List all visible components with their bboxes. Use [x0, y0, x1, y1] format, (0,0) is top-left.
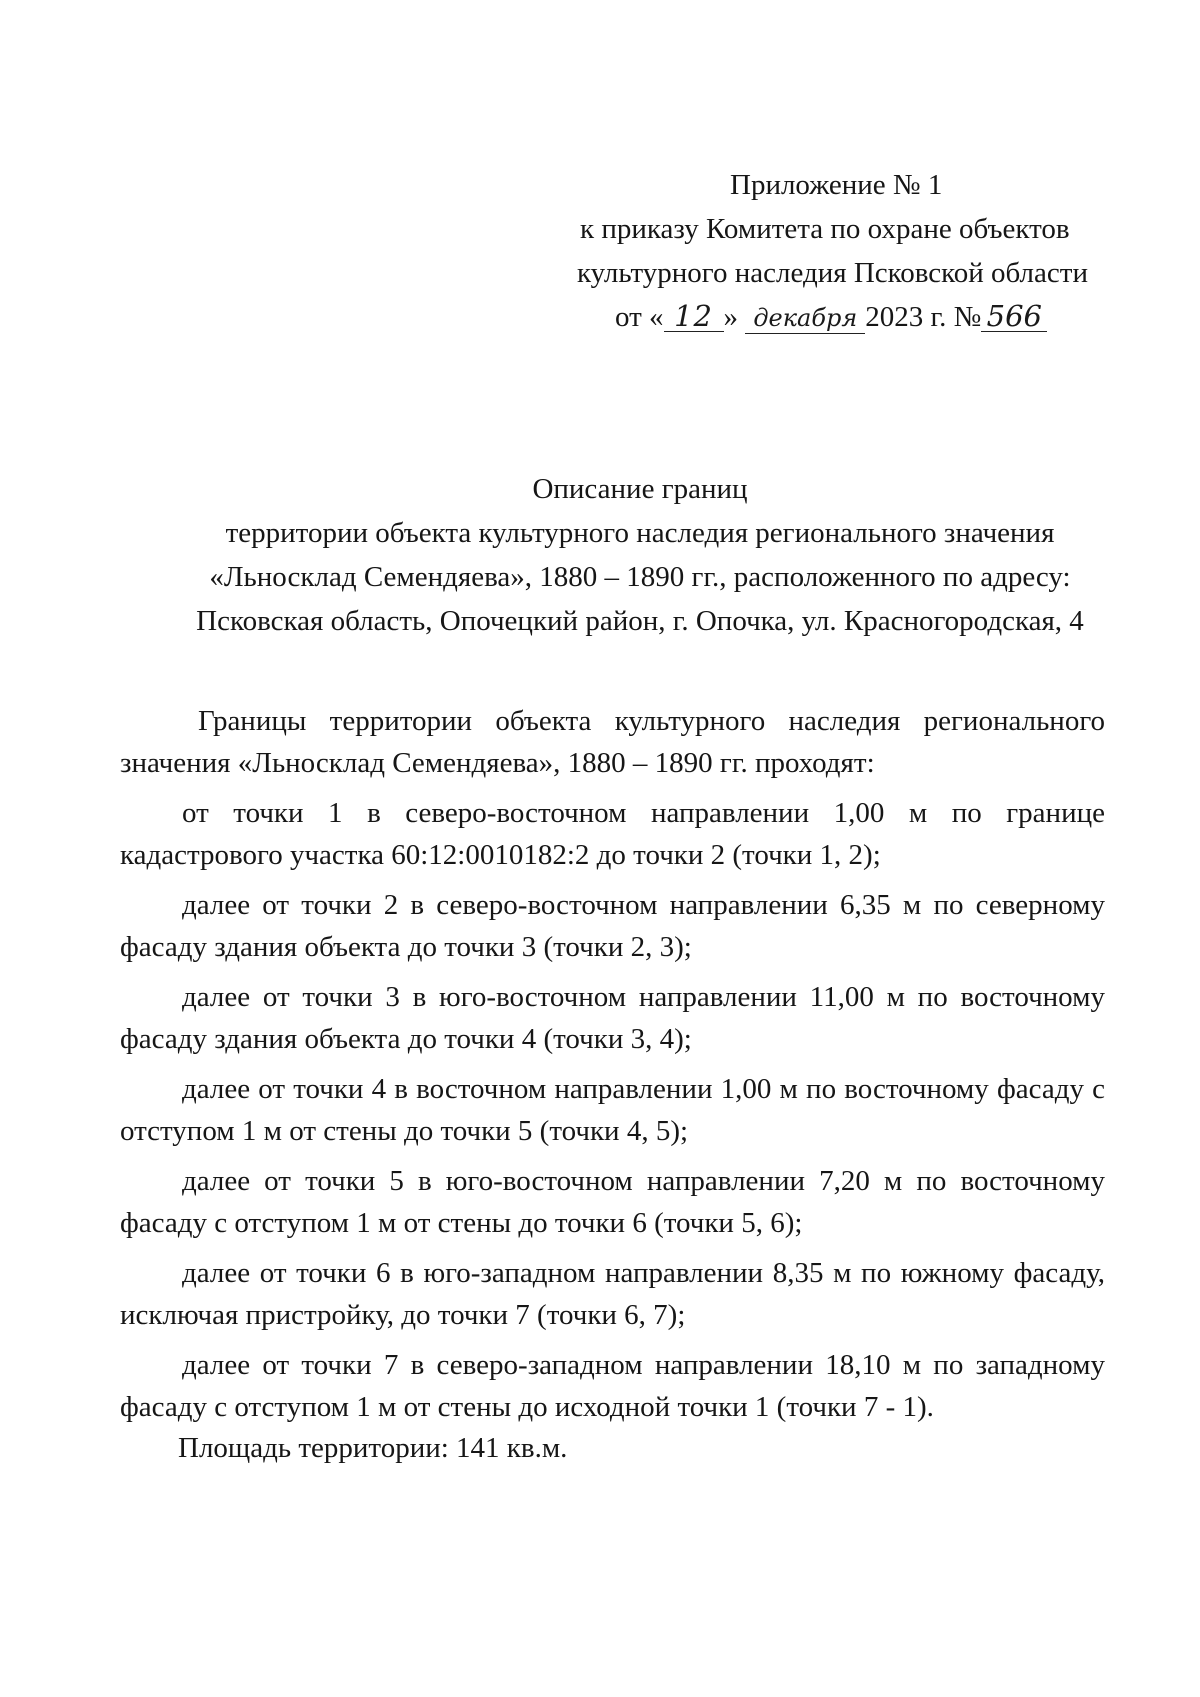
handwritten-month: декабря: [745, 303, 865, 334]
date-mid: »: [723, 301, 739, 333]
appendix-date-line: [560, 295, 1120, 339]
boundary-segment-7: далее от точки 7 в северо-западном направлении 18,10 м по западному фасаду с отступом 1 м от стены до исходной точки 1 (точки 7 - 1).: [120, 1349, 1105, 1423]
title-line-2: территории объекта культурного наследия регионального значения: [225, 517, 1055, 549]
appendix-header: [560, 163, 1120, 339]
title-line-1: Описание границ: [532, 473, 748, 505]
boundary-segment-2: далее от точки 2 в северо-восточном направлении 6,35 м по северному фасаду здания объекта до точки 3 (точки 2, 3);: [120, 889, 1105, 963]
appendix-committee: культурного наследия Псковской области: [577, 257, 1088, 289]
date-year: 2023 г. №: [865, 301, 982, 333]
appendix-order-ref: к приказу Комитета по охране объектов: [580, 213, 1070, 245]
title-line-3: «Льносклад Семендяева», 1880 – 1890 гг., расположенного по адресу:: [209, 561, 1071, 593]
boundary-segment-6: далее от точки 6 в юго-западном направлении 8,35 м по южному фасаду, исключая пристройку, до точки 7 (точки 6, 7);: [120, 1257, 1105, 1331]
handwritten-order-number: 566: [981, 301, 1047, 332]
document-body: [120, 700, 1105, 1436]
boundary-segment-5: далее от точки 5 в юго-восточном направлении 7,20 м по восточному фасаду с отступом 1 м от стены до точки 6 (точки 5, 6);: [120, 1165, 1105, 1239]
document-title: [120, 467, 1160, 643]
boundary-segment-3: далее от точки 3 в юго-восточном направлении 11,00 м по восточному фасаду здания объекта до точки 4 (точки 3, 4);: [120, 981, 1105, 1055]
title-line-4: Псковская область, Опочецкий район, г. Опочка, ул. Красногородская, 4: [196, 605, 1084, 637]
appendix-title: Приложение № 1: [730, 169, 943, 201]
territory-area: Площадь территории: 141 кв.м.: [178, 1432, 568, 1464]
handwritten-day: 12: [664, 301, 724, 332]
body-intro: Границы территории объекта культурного наследия регионального значения «Льносклад Семендяева», 1880 – 1890 гг. проходят:: [120, 705, 1105, 779]
boundary-segment-4: далее от точки 4 в восточном направлении 1,00 м по восточному фасаду с отступом 1 м от стены до точки 5 (точки 4, 5);: [120, 1073, 1105, 1147]
date-prefix: от «: [615, 301, 664, 333]
boundary-segment-1: от точки 1 в северо-восточном направлении 1,00 м по границе кадастрового участка 60:12:0010182:2 до точки 2 (точки 1, 2);: [120, 797, 1105, 871]
